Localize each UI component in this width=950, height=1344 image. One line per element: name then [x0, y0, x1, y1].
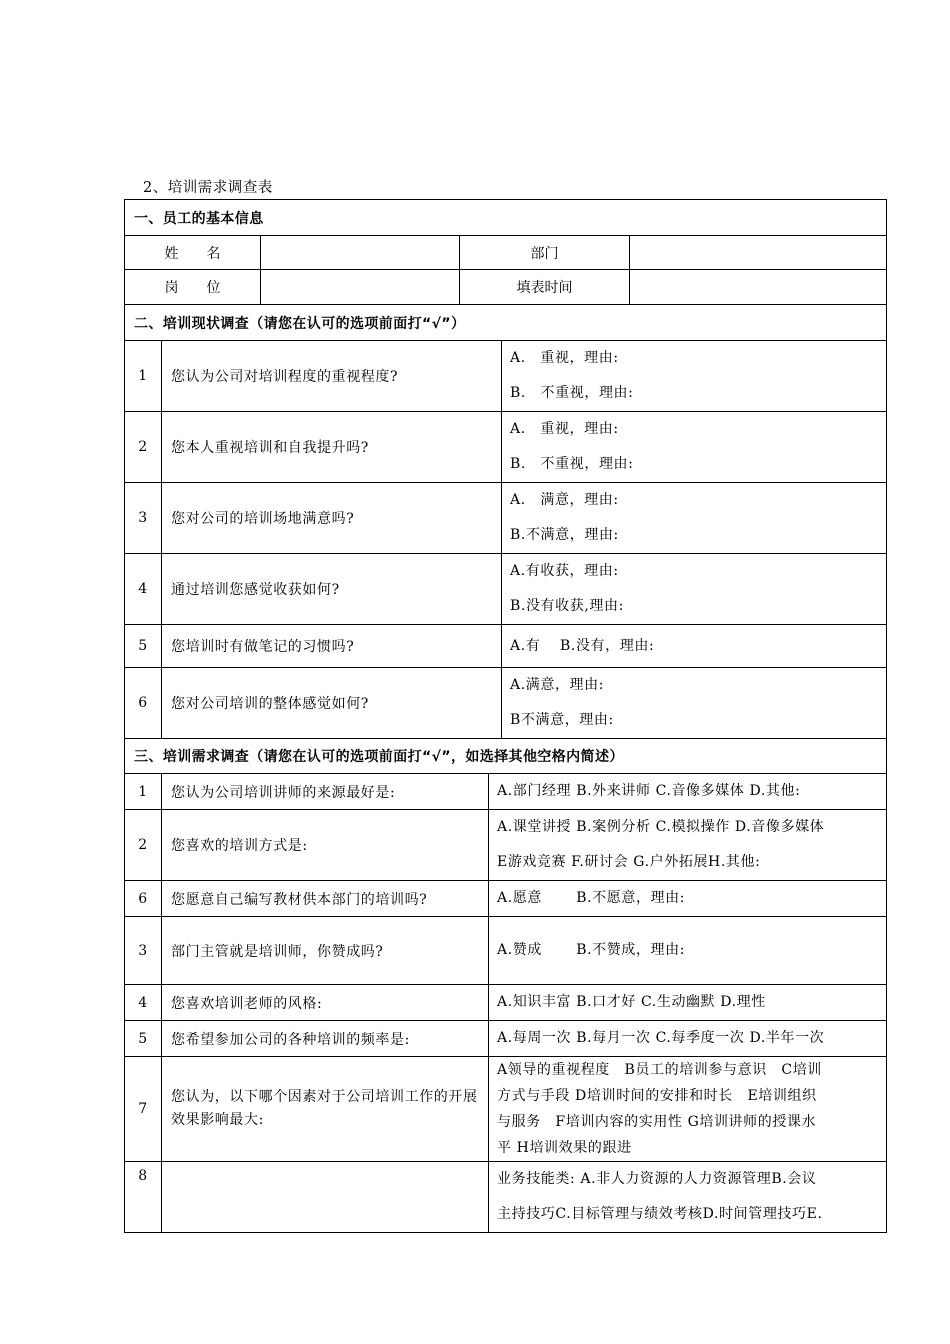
row-number: 1: [125, 341, 162, 412]
table-row: [125, 668, 887, 739]
row-number: 4: [125, 554, 162, 625]
basic-info-table: [124, 199, 887, 305]
survey-form: [124, 199, 886, 1233]
training-status-table: [124, 304, 887, 739]
question-text: 您对公司的培训场地满意吗?: [162, 483, 502, 554]
question-text: 部门主管就是培训师，你赞成吗?: [162, 917, 489, 985]
options-line[interactable]: 主持技巧C.目标管理与绩效考核D.时间管理技巧E.: [497, 1206, 823, 1222]
option-a[interactable]: A.有收获，理由:: [510, 563, 619, 579]
answer-options[interactable]: [489, 1021, 887, 1057]
options-line[interactable]: E游戏竞赛 F.研讨会 G.户外拓展H.其他:: [497, 854, 761, 870]
answer-options[interactable]: [489, 810, 887, 881]
table-row: [125, 881, 887, 917]
answer-options[interactable]: [489, 1162, 887, 1233]
options-line[interactable]: 业务技能类: A.非人力资源的人力资源管理B.会议: [497, 1171, 817, 1187]
training-needs-table: [124, 738, 887, 1233]
row-number: 6: [125, 668, 162, 739]
answer-options[interactable]: [502, 625, 887, 668]
option-a[interactable]: A. 满意，理由:: [510, 492, 619, 508]
department-label: 部门: [460, 236, 630, 270]
name-label: 姓 名: [125, 236, 261, 270]
row-number: 4: [125, 985, 162, 1021]
section2-heading: 二、培训现状调查（请您在认可的选项前面打“√”）: [125, 305, 887, 341]
question-text: 您认为，以下哪个因素对于公司培训工作的开展效果影响最大:: [162, 1057, 489, 1162]
question-text: 您培训时有做笔记的习惯吗?: [162, 625, 502, 668]
question-text: 您对公司培训的整体感觉如何?: [162, 668, 502, 739]
answer-options[interactable]: [489, 881, 887, 917]
question-text: 您愿意自己编写教材供本部门的培训吗?: [162, 881, 489, 917]
table-row: [125, 412, 887, 483]
question-text: 您认为公司培训讲师的来源最好是:: [162, 774, 489, 810]
options-line[interactable]: A领导的重视程度 B员工的培训参与意识 C培训: [497, 1062, 822, 1078]
table-row: [125, 917, 887, 985]
option-b[interactable]: B不满意，理由:: [510, 712, 614, 728]
row-number: 8: [125, 1162, 162, 1233]
table-row: [125, 554, 887, 625]
table-row: [125, 1057, 887, 1162]
answer-options[interactable]: [489, 774, 887, 810]
answer-options[interactable]: [502, 412, 887, 483]
table-row: [125, 483, 887, 554]
question-text: 通过培训您感觉收获如何?: [162, 554, 502, 625]
option-a[interactable]: A. 重视，理由:: [510, 421, 619, 437]
options-line[interactable]: A.愿意 B.不愿意，理由:: [497, 890, 686, 906]
option-a[interactable]: A.满意，理由:: [510, 677, 605, 693]
options-line[interactable]: A.赞成 B.不赞成，理由:: [497, 942, 686, 958]
table-row: [125, 1021, 887, 1057]
table-row: [125, 1162, 887, 1233]
answer-options[interactable]: [502, 554, 887, 625]
option-b[interactable]: B. 不重视，理由:: [510, 385, 634, 401]
options-line[interactable]: 方式与手段 D培训时间的安排和时长 E培训组织: [497, 1088, 817, 1104]
answer-options[interactable]: [489, 985, 887, 1021]
option-b[interactable]: B. 不重视，理由:: [510, 456, 634, 472]
question-text: 您本人重视培训和自我提升吗?: [162, 412, 502, 483]
question-text: 您喜欢的培训方式是:: [162, 810, 489, 881]
answer-options[interactable]: [502, 341, 887, 412]
option-a[interactable]: A. 重视，理由:: [510, 350, 619, 366]
options-line[interactable]: 平 H培训效果的跟进: [497, 1140, 632, 1156]
row-number: 5: [125, 625, 162, 668]
question-text: 您认为公司对培训程度的重视程度?: [162, 341, 502, 412]
document-title: 2、培训需求调查表: [143, 180, 273, 196]
options-line[interactable]: A.部门经理 B.外来讲师 C.音像多媒体 D.其他:: [497, 783, 801, 799]
row-number: 2: [125, 810, 162, 881]
question-text: [162, 1162, 489, 1233]
table-row: [125, 774, 887, 810]
table-row: [125, 341, 887, 412]
options-line[interactable]: A.知识丰富 B.口才好 C.生动幽默 D.理性: [497, 994, 766, 1010]
option-b[interactable]: B.没有收获,理由:: [510, 598, 624, 614]
answer-options[interactable]: [502, 668, 887, 739]
section1-heading: 一、员工的基本信息: [125, 200, 887, 236]
answer-options[interactable]: [489, 917, 887, 985]
table-row: [125, 985, 887, 1021]
section3-heading: 三、培训需求调查（请您在认可的选项前面打“√”，如选择其他空格内简述）: [125, 739, 887, 774]
position-label: 岗 位: [125, 270, 261, 305]
option-a[interactable]: A.有 B.没有，理由:: [510, 637, 655, 654]
department-field[interactable]: [630, 236, 887, 270]
fill-date-label: 填表时间: [460, 270, 630, 305]
row-number: 6: [125, 881, 162, 917]
table-row: [125, 625, 887, 668]
options-line[interactable]: 与服务 F培训内容的实用性 G培训讲师的授课水: [497, 1114, 817, 1130]
row-number: 5: [125, 1021, 162, 1057]
row-number: 3: [125, 483, 162, 554]
options-line[interactable]: A.每周一次 B.每月一次 C.每季度一次 D.半年一次: [497, 1030, 825, 1046]
option-b[interactable]: B.不满意，理由:: [510, 527, 619, 543]
fill-date-field[interactable]: [630, 270, 887, 305]
row-number: 2: [125, 412, 162, 483]
row-number: 3: [125, 917, 162, 985]
answer-options[interactable]: [502, 483, 887, 554]
name-field[interactable]: [261, 236, 460, 270]
table-row: [125, 810, 887, 881]
row-number: 1: [125, 774, 162, 810]
row-number: 7: [125, 1057, 162, 1162]
question-text: 您喜欢培训老师的风格:: [162, 985, 489, 1021]
position-field[interactable]: [261, 270, 460, 305]
answer-options[interactable]: [489, 1057, 887, 1162]
question-text: 您希望参加公司的各种培训的频率是:: [162, 1021, 489, 1057]
options-line[interactable]: A.课堂讲授 B.案例分析 C.模拟操作 D.音像多媒体: [497, 819, 825, 835]
